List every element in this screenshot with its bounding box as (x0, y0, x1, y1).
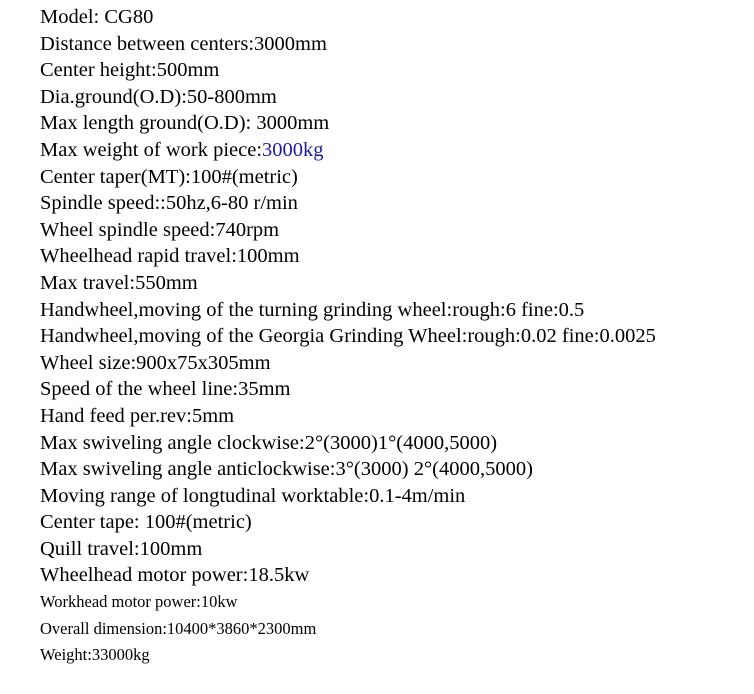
spec-dia-ground: Dia.ground(O.D):50-800mm (40, 85, 277, 108)
spec-max-length-ground: Max length ground(O.D): 3000mm (40, 112, 330, 135)
spec-list (40, 4, 656, 669)
spec-swivel-anticlockwise: Max swiveling angle anticlockwise:3°(3000) 2°(4000,5000) (40, 458, 533, 481)
spec-max-weight-value: 3000kg (262, 138, 324, 161)
spec-weight: Weight:33000kg (40, 645, 150, 665)
spec-wheelhead-rapid-travel: Wheelhead rapid travel:100mm (40, 245, 300, 268)
spec-handwheel-georgia: Handwheel,moving of the Georgia Grinding Wheel:rough:0.02 fine:0.0025 (40, 325, 656, 348)
spec-quill-travel: Quill travel:100mm (40, 537, 203, 560)
spec-wheel-line-speed: Speed of the wheel line:35mm (40, 378, 291, 401)
spec-distance-between-centers: Distance between centers:3000mm (40, 32, 327, 55)
spec-center-tape: Center tape: 100#(metric) (40, 511, 252, 534)
spec-wheel-size: Wheel size:900x75x305mm (40, 351, 271, 374)
spec-max-travel: Max travel:550mm (40, 271, 198, 294)
spec-workhead-motor-power: Workhead motor power:10kw (40, 592, 238, 612)
spec-overall-dimension: Overall dimension:10400*3860*2300mm (40, 618, 317, 638)
spec-hand-feed: Hand feed per.rev:5mm (40, 404, 235, 427)
spec-wheelhead-motor-power: Wheelhead motor power:18.5kw (40, 564, 310, 587)
spec-max-weight-work-piece (40, 137, 656, 164)
spec-swivel-clockwise: Max swiveling angle clockwise:2°(3000)1°(4000,5000) (40, 431, 498, 454)
spec-center-taper: Center taper(MT):100#(metric) (40, 165, 298, 188)
spec-worktable-range: Moving range of longtudinal worktable:0.1-4m/min (40, 484, 466, 507)
spec-handwheel-turning: Handwheel,moving of the turning grinding wheel:rough:6 fine:0.5 (40, 298, 585, 321)
spec-spindle-speed: Spindle speed::50hz,6-80 r/min (40, 192, 298, 215)
spec-model: Model: CG80 (40, 6, 154, 28)
spec-wheel-spindle-speed: Wheel spindle speed:740rpm (40, 218, 280, 241)
spec-center-height: Center height:500mm (40, 59, 220, 82)
spec-max-weight-label: Max weight of work piece: (40, 138, 263, 161)
